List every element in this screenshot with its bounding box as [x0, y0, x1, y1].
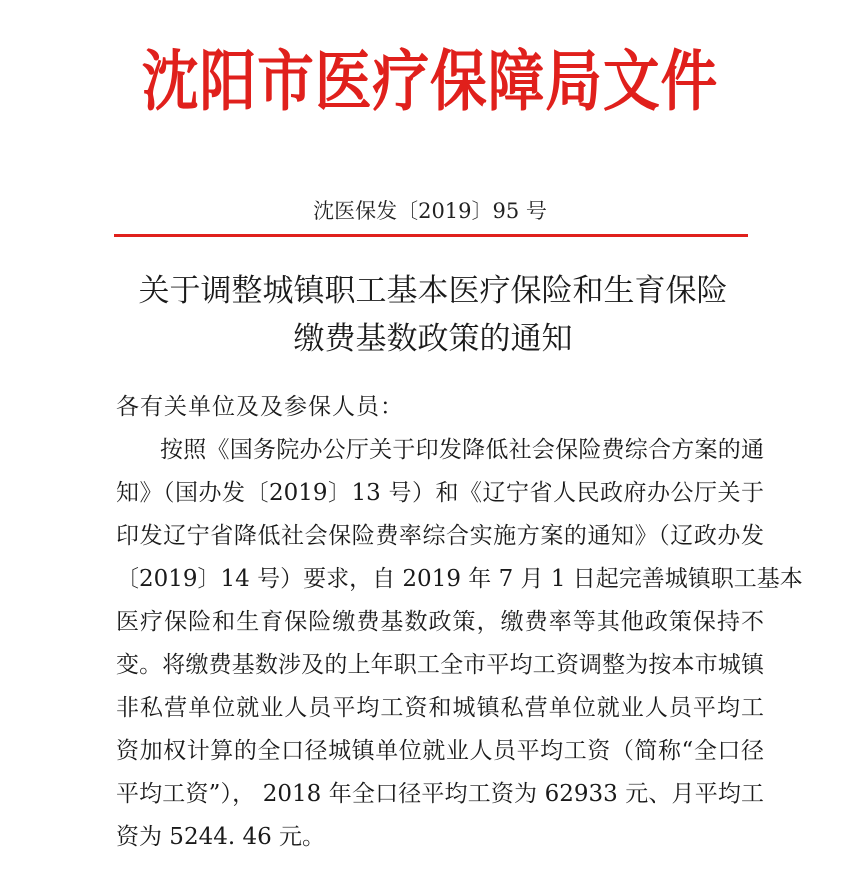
body-text-line: 平均工资”）， 2018 年全口径平均工资为 62933 元、月平均工: [116, 781, 764, 807]
document-number: 沈医保发〔2019〕95 号: [313, 199, 547, 223]
body-text-line: 变。将缴费基数涉及的上年职工全市平均工资调整为按本市城镇: [116, 652, 764, 678]
body-text-line: 医疗保险和生育保险缴费基数政策，缴费率等其他政策保持不: [116, 609, 764, 635]
issuer-header-title: 沈阳市医疗保障局文件: [141, 42, 719, 120]
body-text-line: 印发辽宁省降低社会保险费率综合实施方案的通知》（辽政办发: [116, 523, 764, 549]
body-text-line: 资加权计算的全口径城镇单位就业人员平均工资（简称“全口径: [116, 738, 764, 764]
body-text-line: 非私营单位就业人员平均工资和城镇私营单位就业人员平均工: [116, 695, 764, 721]
document-title-line-2: 缴费基数政策的通知: [293, 321, 573, 357]
body-text-line: 按照《国务院办公厅关于印发降低社会保险费综合方案的通: [160, 437, 764, 463]
body-text-line: 知》（国办发〔2019〕13 号）和《辽宁省人民政府办公厅关于: [116, 480, 764, 506]
addressee-line: 各有关单位及及参保人员：: [116, 394, 404, 420]
body-text-line: 资为 5244. 46 元。: [116, 824, 326, 850]
red-divider-line: [114, 234, 748, 237]
document-title-line-1: 关于调整城镇职工基本医疗保险和生育保险: [138, 273, 728, 309]
body-text-line: 〔2019〕14 号）要求，自 2019 年 7 月 1 日起完善城镇职工基本: [116, 566, 803, 592]
